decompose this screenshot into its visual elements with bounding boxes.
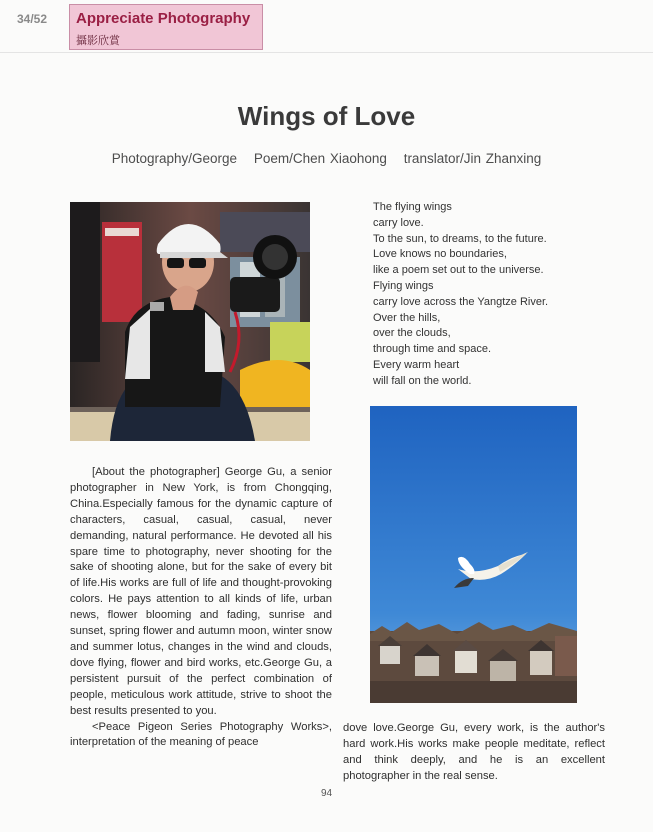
poem-line: through time and space. [373, 343, 492, 356]
photographer-bio [70, 465, 332, 751]
poem-line: Over the hills, [373, 311, 441, 324]
poem-line: Love knows no boundaries, [373, 248, 507, 261]
translator-credit: translator/Jin Zhanxing [403, 151, 542, 166]
section-title: Appreciate Photography [76, 10, 251, 27]
bio-paragraph: [About the photographer] George Gu, a senior photographer in New York, is from Chongqing, China.Especially famous for the dynamic capture of characters, casual, casual, casual, never demanding, natural performance. He devoted all his spare time to photography, never shooting for the sake of shooting alone, but for the sake of every bit of life.His works are full of life and thought-provoking colors. He pays attention to all kinds of life, urban news, flower blooming and fading, sunrise and sunset, spring flower and autumn moon, winter snow and summer lotus, changes in the wind and clouds, dove flying, flower and bird works, etc.George Gu, a persistent pursuit of the perfect combination of people, meticulous work attitude, strive to shoot the best results presented to you. [70, 466, 332, 717]
poem-line: To the sun, to dreams, to the future. [373, 232, 547, 245]
poem-credit: Poem/Chen Xiaohong [253, 151, 387, 166]
header-divider [0, 52, 653, 53]
page-counter: 34/52 [17, 12, 48, 26]
poem-line: The flying wings [373, 201, 452, 213]
poem-line: Every warm heart [373, 358, 460, 371]
poem-line: like a poem set out to the universe. [373, 264, 544, 277]
poem-line: carry love. [373, 216, 424, 229]
bio-continuation: dove love.George Gu, every work, is the author's hard work.His works make people meditate, reflect and think deeply, and he is an excellent photographer in the real sense. [343, 722, 605, 782]
poem-line: carry love across the Yangtze River. [373, 295, 549, 308]
photography-credit: Photography/George [111, 151, 238, 166]
article-title: Wings of Love [237, 101, 416, 131]
photographer-portrait-image [70, 202, 310, 441]
poem-line: will fall on the world. [373, 374, 472, 387]
poem [373, 200, 623, 390]
section-tag[interactable] [69, 4, 263, 50]
bio-paragraph: <Peace Pigeon Series Photography Works>, interpretation of the meaning of peace [70, 720, 332, 749]
page-number: 94 [320, 788, 333, 799]
article-credits [0, 151, 653, 166]
section-subtitle: 攝影欣賞 [76, 35, 120, 47]
poem-line: Flying wings [373, 279, 434, 292]
dove-photo-image [370, 406, 577, 703]
poem-line: over the clouds, [373, 327, 451, 340]
